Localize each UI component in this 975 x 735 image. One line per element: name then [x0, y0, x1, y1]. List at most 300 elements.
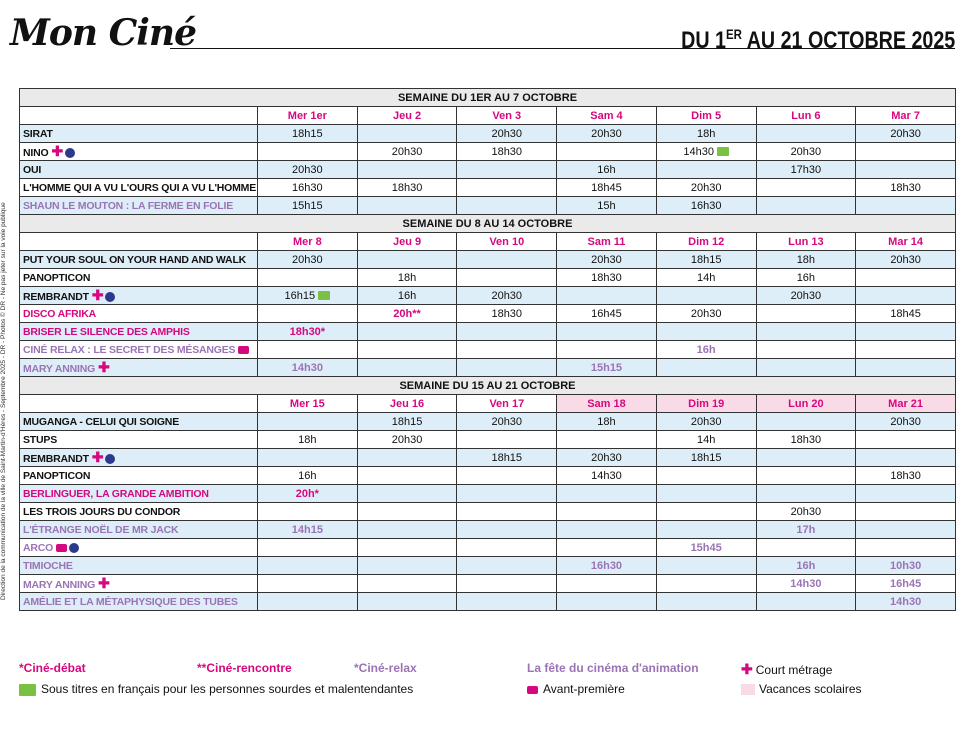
showtime-cell [756, 197, 856, 215]
week-title: SEMAINE DU 8 AU 14 OCTOBRE [20, 215, 956, 233]
showtime-cell [856, 341, 956, 359]
legend-cine-relax: *Ciné-relax [354, 661, 417, 675]
showtime-cell [457, 251, 557, 269]
showtime-cell [357, 269, 457, 287]
film-title: L'ÉTRANGE NOËL DE MR JACK [23, 523, 179, 536]
showtime: 20h30 [491, 415, 523, 428]
showtime-cell [656, 557, 756, 575]
showtime-cell [656, 323, 756, 341]
film-row [20, 269, 956, 287]
showtime: 18h30 [890, 469, 921, 482]
showtime: 20h30 [292, 163, 323, 176]
showtime: 20h30 [391, 145, 423, 158]
showtime-cell [856, 521, 956, 539]
showtime: 20h** [393, 307, 421, 320]
showtime: 16h45 [591, 307, 622, 320]
camera-icon [527, 686, 538, 694]
showtime-cell [557, 359, 657, 377]
film-title-cell [20, 323, 258, 341]
film-row [20, 161, 956, 179]
plus-icon: ✚ [91, 287, 104, 303]
showtime: 16h [397, 289, 417, 302]
showtime-cell [557, 521, 657, 539]
animation-icon [69, 543, 79, 553]
showtime-cell [457, 287, 557, 305]
showtime-cell [258, 503, 358, 521]
showtime-cell [557, 593, 657, 611]
showtime-cell [756, 467, 856, 485]
day-header: Mer 1er [258, 107, 358, 125]
film-row [20, 179, 956, 197]
date-pre: DU 1 [680, 27, 726, 54]
film-row [20, 449, 956, 467]
showtime: 20h30 [790, 145, 822, 158]
showtime: 20h* [295, 487, 319, 500]
showtime-cell [756, 305, 856, 323]
showtime-cell [756, 341, 856, 359]
film-row [20, 323, 956, 341]
film-row [20, 251, 956, 269]
showtime-cell [557, 431, 657, 449]
showtime-cell [656, 269, 756, 287]
showtime-cell [756, 521, 856, 539]
showtime-cell [756, 413, 856, 431]
showtime: 14h [696, 433, 716, 446]
film-title: ARCO [23, 541, 54, 554]
day-header: Jeu 9 [357, 233, 457, 251]
showtime-cell [357, 251, 457, 269]
showtime: 20h30 [890, 415, 921, 428]
showtime-cell [557, 161, 657, 179]
showtime: 16h30 [590, 559, 623, 572]
showtime-cell [557, 125, 657, 143]
showtime-cell [357, 413, 457, 431]
showtime-cell [557, 539, 657, 557]
showtime: 14h30 [683, 145, 714, 158]
animation-icon [105, 292, 115, 302]
showtime-cell [557, 557, 657, 575]
showtime: 20h30 [690, 415, 722, 428]
showtime-cell [656, 143, 756, 161]
week-header-row [20, 215, 956, 233]
film-title: LES TROIS JOURS DU CONDOR [23, 505, 181, 518]
film-title: DISCO AFRIKA [23, 307, 97, 320]
film-title-cell [20, 125, 258, 143]
showtime-cell [557, 143, 657, 161]
showtime: 18h30 [591, 271, 622, 284]
day-header: Ven 10 [457, 233, 557, 251]
showtime-cell [656, 413, 756, 431]
showtime-cell [856, 143, 956, 161]
showtime: 18h45 [890, 307, 921, 320]
showtime-cell [656, 503, 756, 521]
holiday-swatch [741, 684, 755, 695]
showtime-cell [457, 539, 557, 557]
showtime-cell [756, 143, 856, 161]
showtime-cell [856, 323, 956, 341]
legend-vacances-label: Vacances scolaires [759, 682, 862, 696]
film-row [20, 287, 956, 305]
showtime: 14h30 [790, 577, 822, 590]
showtime-cell [656, 197, 756, 215]
showtime-cell [856, 575, 956, 593]
showtime-cell [258, 323, 358, 341]
day-header: Jeu 2 [357, 107, 457, 125]
week-title: SEMAINE DU 15 AU 21 OCTOBRE [20, 377, 956, 395]
showtime-cell [656, 431, 756, 449]
film-title-cell [20, 467, 258, 485]
showtime-cell [557, 323, 657, 341]
showtime: 16h30 [690, 199, 722, 212]
film-title-cell [20, 251, 258, 269]
showtime-cell [357, 197, 457, 215]
showtime: 17h [796, 523, 816, 536]
showtime-cell [457, 161, 557, 179]
film-title-cell [20, 269, 258, 287]
showtime-cell [856, 197, 956, 215]
showtime: 14h [696, 271, 716, 284]
film-row [20, 467, 956, 485]
showtime-cell [856, 305, 956, 323]
showtime-cell [457, 485, 557, 503]
day-header: Jeu 16 [357, 395, 457, 413]
showtime-cell [557, 287, 657, 305]
film-title-cell [20, 413, 258, 431]
week-header-row [20, 377, 956, 395]
camera-icon [56, 544, 67, 552]
showtime: 20h30 [690, 307, 722, 320]
showtime-cell [457, 341, 557, 359]
showtime-cell [856, 287, 956, 305]
showtime: 18h30 [491, 145, 523, 158]
legend-court-metrage [741, 661, 832, 678]
film-row [20, 485, 956, 503]
film-title-cell [20, 449, 258, 467]
showtime-cell [457, 143, 557, 161]
showtime: 18h30 [890, 181, 921, 194]
film-row [20, 359, 956, 377]
showtime: 18h [796, 253, 816, 266]
legend-vacances [741, 682, 862, 696]
showtime: 16h [298, 469, 317, 482]
day-header: Mar 7 [856, 107, 956, 125]
showtime-cell [457, 593, 557, 611]
showtime-cell [557, 575, 657, 593]
week-title: SEMAINE DU 1ER AU 7 OCTOBRE [20, 89, 956, 107]
film-title: CINÉ RELAX : LE SECRET DES MÉSANGES [23, 343, 236, 356]
showtime: 20h30 [591, 127, 622, 140]
film-title: PANOPTICON [23, 469, 91, 482]
showtime: 14h15 [291, 523, 323, 536]
film-title: OUI [23, 163, 42, 176]
day-header: Dim 19 [656, 395, 756, 413]
showtime-cell [856, 557, 956, 575]
film-row [20, 431, 956, 449]
day-header: Sam 11 [557, 233, 657, 251]
day-header: Dim 12 [656, 233, 756, 251]
film-title: PANOPTICON [23, 271, 91, 284]
camera-icon [238, 346, 249, 354]
showtime-cell [557, 503, 657, 521]
showtime-cell [258, 413, 358, 431]
showtime-cell [258, 197, 358, 215]
showtime-cell [656, 287, 756, 305]
showtime-cell [457, 305, 557, 323]
showtime-cell [756, 485, 856, 503]
showtime-cell [457, 413, 557, 431]
showtime-cell [258, 449, 358, 467]
showtime: 16h [796, 271, 816, 284]
showtime-cell [258, 431, 358, 449]
film-title: SHAUN LE MOUTON : LA FERME EN FOLIE [23, 199, 233, 212]
film-title: REMBRANDT [23, 291, 89, 303]
showtime-cell [756, 503, 856, 521]
showtime-cell [856, 413, 956, 431]
legend-avant-premiere [527, 682, 625, 696]
showtime-cell [357, 287, 457, 305]
showtime-cell [258, 305, 358, 323]
showtime-cell [756, 125, 856, 143]
showtime-cell [756, 323, 856, 341]
showtime-cell [357, 431, 457, 449]
showtime: 15h45 [690, 541, 722, 554]
showtime-cell [656, 449, 756, 467]
plus-icon: ✚ [98, 359, 110, 375]
film-title-cell [20, 575, 258, 593]
showtime-cell [557, 467, 657, 485]
showtime: 15h15 [292, 199, 323, 212]
showtime-cell [557, 305, 657, 323]
showtime-cell [258, 557, 358, 575]
showtime-cell [457, 557, 557, 575]
film-row [20, 197, 956, 215]
showtime-cell [656, 521, 756, 539]
showtime: 20h30 [591, 253, 622, 266]
showtime-cell [656, 251, 756, 269]
legend-avant-label: Avant-première [543, 682, 625, 696]
showtime-cell [457, 467, 557, 485]
film-title: BRISER LE SILENCE DES AMPHIS [23, 325, 190, 338]
showtime: 16h [696, 343, 716, 356]
showtime: 14h30 [291, 361, 323, 374]
showtime: 18h15 [690, 451, 722, 464]
showtime-cell [357, 323, 457, 341]
showtime-cell [856, 485, 956, 503]
film-row [20, 539, 956, 557]
showtime-cell [258, 467, 358, 485]
showtime-cell [457, 179, 557, 197]
showtime: 20h30 [890, 127, 921, 140]
film-title-cell [20, 485, 258, 503]
film-row [20, 593, 956, 611]
showtime-cell [457, 323, 557, 341]
showtime: 18h45 [591, 181, 622, 194]
showtime: 16h15 [284, 289, 316, 302]
showtime-cell [756, 359, 856, 377]
film-row [20, 521, 956, 539]
film-title-cell [20, 503, 258, 521]
showtime-cell [656, 485, 756, 503]
plus-icon: ✚ [91, 449, 104, 465]
showtime-cell [357, 593, 457, 611]
showtime-cell [557, 197, 657, 215]
showtime-cell [557, 179, 657, 197]
showtime-cell [457, 359, 557, 377]
film-title: MARY ANNING [23, 579, 96, 591]
day-header: Lun 13 [756, 233, 856, 251]
showtime-cell [457, 449, 557, 467]
showtime-cell [557, 341, 657, 359]
legend-subtitles-label: Sous titres en français pour les personnes sourdes et malentendantes [41, 682, 414, 696]
film-title-cell [20, 197, 258, 215]
film-title: TIMIOCHE [23, 559, 73, 572]
showtime: 16h [597, 163, 616, 176]
animation-icon [65, 148, 75, 158]
film-row [20, 575, 956, 593]
subtitles-icon [19, 684, 36, 696]
showtime-cell [258, 593, 358, 611]
film-row [20, 341, 956, 359]
showtime-cell [656, 539, 756, 557]
showtime: 20h30 [292, 253, 323, 266]
showtime-cell [457, 197, 557, 215]
showtime: 20h30 [790, 289, 822, 302]
showtime-cell [756, 269, 856, 287]
film-title-cell [20, 539, 258, 557]
showtime-cell [357, 305, 457, 323]
showtime-cell [258, 143, 358, 161]
showtime-cell [557, 413, 657, 431]
showtime-cell [357, 503, 457, 521]
film-title-cell [20, 143, 258, 161]
day-header: Dim 5 [656, 107, 756, 125]
showtime-cell [258, 575, 358, 593]
showtime-cell [258, 485, 358, 503]
legend-subtitles [19, 682, 413, 696]
schedule-table [19, 88, 956, 611]
showtime-cell [756, 539, 856, 557]
showtime-cell [258, 179, 358, 197]
film-title: REMBRANDT [23, 453, 89, 465]
showtime: 18h30 [790, 433, 822, 446]
showtime: 15h [597, 199, 616, 212]
film-row [20, 125, 956, 143]
showtime-cell [557, 251, 657, 269]
showtime-cell [457, 503, 557, 521]
showtime-cell [357, 557, 457, 575]
showtime-cell [258, 539, 358, 557]
showtime: 18h15 [292, 127, 323, 140]
showtime: 10h30 [890, 559, 922, 572]
showtime: 18h [696, 127, 716, 140]
day-header: Mar 21 [856, 395, 956, 413]
film-title: STUPS [23, 433, 58, 446]
showtime: 18h [597, 415, 616, 428]
showtime-cell [656, 341, 756, 359]
showtime-cell [756, 179, 856, 197]
film-title-cell [20, 431, 258, 449]
showtime-cell [756, 557, 856, 575]
showtime-cell [258, 521, 358, 539]
legend-court-label: Court métrage [755, 663, 833, 677]
day-header: Mar 14 [856, 233, 956, 251]
showtime: 20h30 [790, 505, 822, 518]
showtime: 18h30 [391, 181, 423, 194]
showtime-cell [756, 431, 856, 449]
day-header-blank [20, 233, 258, 251]
day-header-row [20, 233, 956, 251]
showtime-cell [357, 449, 457, 467]
film-title-cell [20, 359, 258, 377]
page-title: Mon Ciné [10, 12, 196, 54]
film-title: MARY ANNING [23, 363, 96, 375]
showtime-cell [357, 467, 457, 485]
day-header-row [20, 107, 956, 125]
film-title: AMÉLIE ET LA MÉTAPHYSIQUE DES TUBES [23, 595, 238, 608]
film-title: BERLINGUER, LA GRANDE AMBITION [23, 487, 209, 500]
showtime: 16h45 [890, 577, 922, 590]
showtime: 16h [796, 559, 816, 572]
showtime-cell [656, 575, 756, 593]
film-title: MUGANGA - CELUI QUI SOIGNE [23, 415, 179, 428]
showtime-cell [457, 269, 557, 287]
showtime-cell [357, 161, 457, 179]
showtime-cell [656, 305, 756, 323]
day-header-blank [20, 107, 258, 125]
date-range [681, 26, 955, 55]
showtime-cell [856, 251, 956, 269]
film-title-cell [20, 341, 258, 359]
day-header: Lun 6 [756, 107, 856, 125]
day-header: Mer 15 [258, 395, 358, 413]
showtime-cell [258, 251, 358, 269]
showtime-cell [357, 521, 457, 539]
subtitles-icon [717, 147, 729, 156]
showtime-cell [357, 125, 457, 143]
day-header: Ven 3 [457, 107, 557, 125]
day-header: Lun 20 [756, 395, 856, 413]
showtime-cell [856, 179, 956, 197]
showtime: 17h30 [790, 163, 822, 176]
showtime: 18h [397, 271, 417, 284]
legend-fete-animation: La fête du cinéma d'animation [527, 661, 699, 675]
showtime-cell [656, 161, 756, 179]
showtime-cell [457, 521, 557, 539]
showtime-cell [856, 161, 956, 179]
showtime-cell [557, 269, 657, 287]
film-row [20, 413, 956, 431]
showtime-cell [357, 539, 457, 557]
legend-cine-rencontre: **Ciné-rencontre [197, 661, 292, 675]
showtime: 20h30 [491, 127, 523, 140]
plus-icon: ✚ [98, 575, 110, 591]
showtime-cell [756, 251, 856, 269]
day-header: Sam 4 [557, 107, 657, 125]
showtime-cell [457, 575, 557, 593]
plus-icon: ✚ [51, 143, 63, 159]
film-title-cell [20, 557, 258, 575]
date-sup: ER [725, 26, 742, 42]
legend-cine-debat: *Ciné-débat [19, 661, 86, 675]
film-title: PUT YOUR SOUL ON YOUR HAND AND WALK [23, 253, 247, 266]
film-row [20, 305, 956, 323]
showtime: 20h30 [890, 253, 921, 266]
showtime-cell [756, 575, 856, 593]
film-title-cell [20, 179, 258, 197]
film-row [20, 503, 956, 521]
showtime: 15h15 [590, 361, 623, 374]
week-header-row [20, 89, 956, 107]
